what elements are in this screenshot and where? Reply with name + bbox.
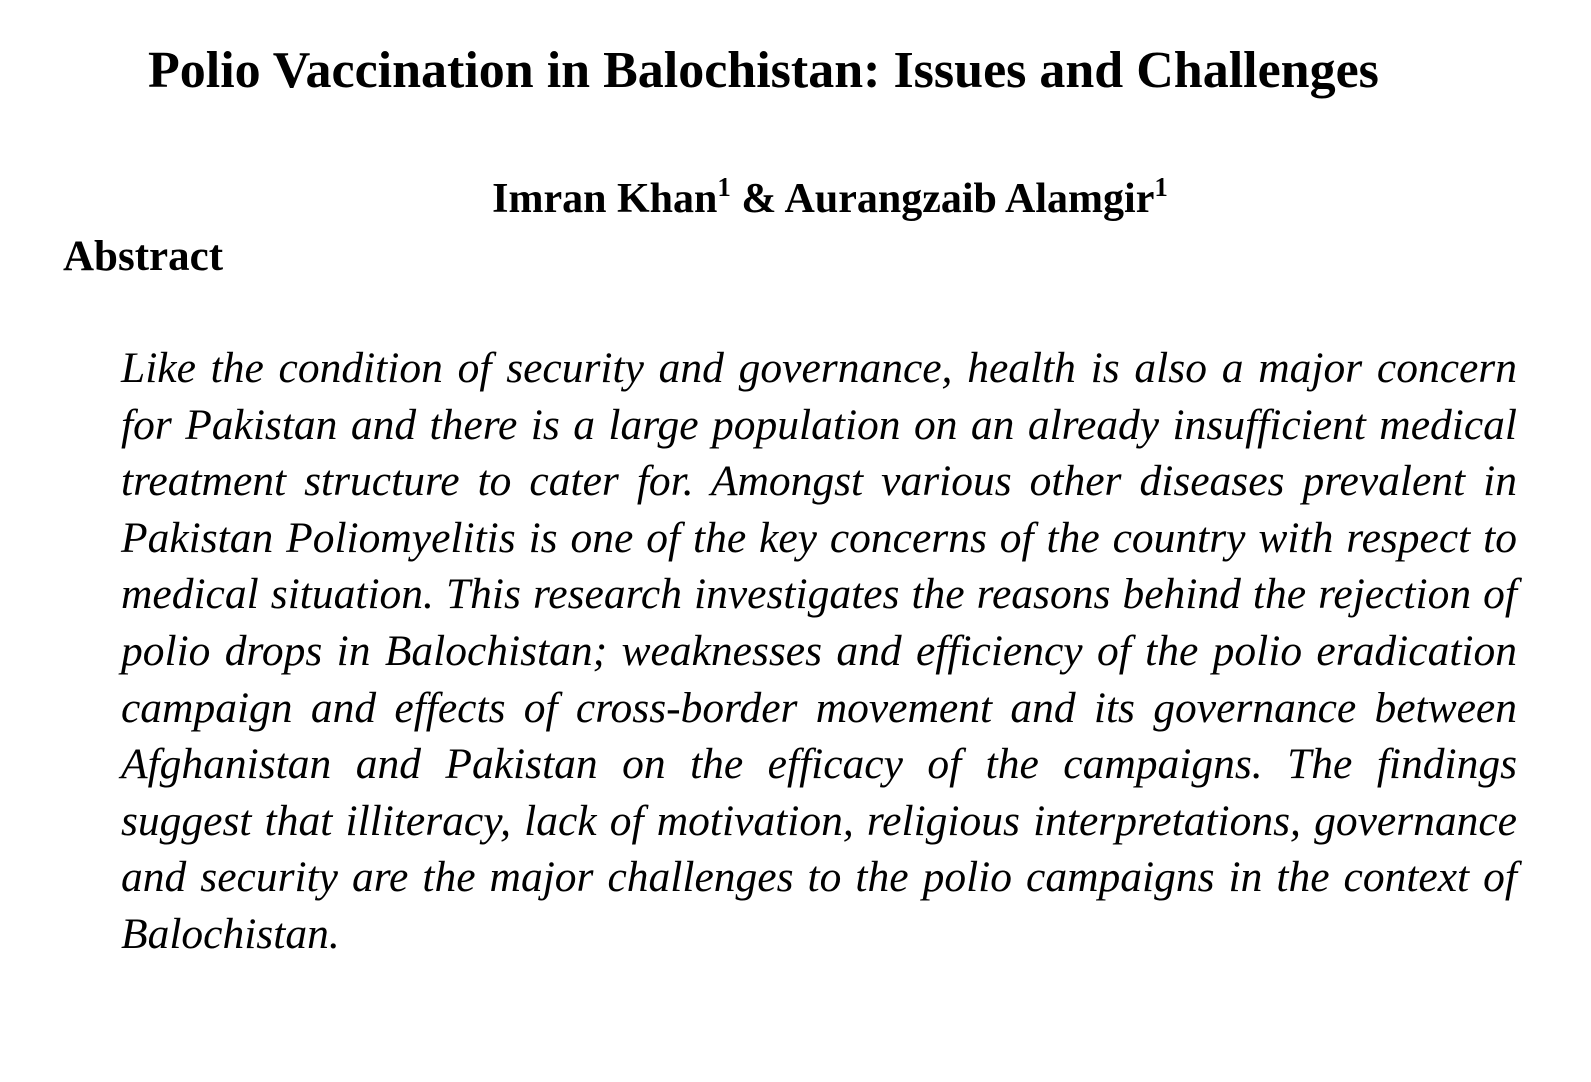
author-name: Aurangzaib Alamgir xyxy=(784,176,1155,222)
abstract-text: Like the condition of security and governance, health is also a major concern for Pakistan and there is a large population on an already insufficient medical treatment structure to cater for. Amongst various other diseases prevalent in Pakistan Poliomyelitis is one of the key concerns of the country with respect to medical situation. This research investigates the reasons behind the rejection of polio drops in Balochistan; weaknesses and efficiency of the polio eradication campaign and effects of cross-border movement and its governance between Afghanistan and Pakistan on the efficacy of the campaigns. The findings suggest that illiteracy, lack of motivation, religious interpretations, governance and security are the major challenges to the polio campaigns in the context of Balochistan. xyxy=(121,344,1517,958)
author-affiliation: 1 xyxy=(1154,172,1168,202)
author-line xyxy=(0,172,1591,230)
paper-title: Polio Vaccination in Balochistan: Issues and Challenges xyxy=(148,42,1379,99)
abstract-heading: Abstract xyxy=(63,233,224,280)
author-affiliation: 1 xyxy=(717,172,731,202)
author-name: Imran Khan xyxy=(492,176,718,222)
author-separator: & xyxy=(730,176,785,222)
